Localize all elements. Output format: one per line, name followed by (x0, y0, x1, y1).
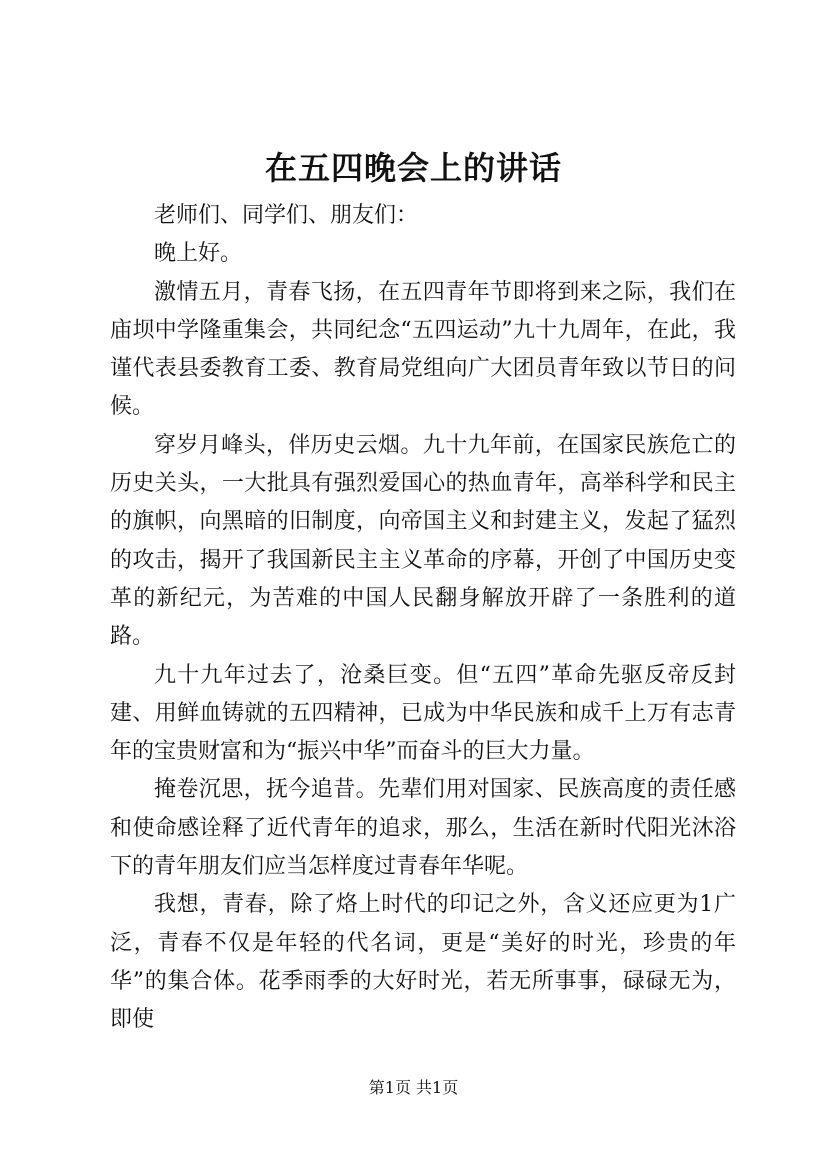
paragraph: 激情五月，青春飞扬，在五四青年节即将到来之际，我们在庙坝中学隆重集会，共同纪念“五四运动”九十九周年，在此，我谨代表县委教育工委、教育局党组向广大团员青年致以节日的问候。 (110, 279, 736, 420)
greeting: 晚上好。 (154, 241, 243, 267)
salutation: 老师们、同学们、朋友们： (154, 203, 419, 228)
paragraph: 九十九年过去了，沧桑巨变。但“五四”革命先驱反帝反封建、用鲜血铸就的五四精神，已成为中华民族和成千上万有志青年的宝贵财富和为“振兴中华”而奋斗的巨大力量。 (110, 662, 736, 765)
paragraph: 我想，青春，除了烙上时代的印记之外，含义还应更为1广泛，青春不仅是年轻的代名词，更是“美好的时光，珍贵的年华”的集合体。花季雨季的大好时光，若无所事事，碌碌无为，即使 (110, 892, 736, 1033)
paragraph: 穿岁月峰头，伴历史云烟。九十九年前，在国家民族危亡的历史关头，一大批具有强烈爱国心的热血青年，高举科学和民主的旗帜，向黑暗的旧制度，向帝国主义和封建主义，发起了猛烈的攻击，揭开了我国新民主主义革命的序幕，开创了中国历史变革的新纪元，为苦难的中国人民翻身解放开辟了一条胜利的道路。 (110, 432, 736, 650)
document-title: 在五四晚会上的讲话 (264, 149, 562, 187)
document-body (110, 197, 736, 1040)
paragraph: 掩卷沉思，抚今追昔。先辈们用对国家、民族高度的责任感和使命感诠释了近代青年的追求，那么，生活在新时代阳光沐浴下的青年朋友们应当怎样度过青春年华呢。 (110, 777, 736, 880)
page-footer: 第1页 共1页 (368, 1078, 459, 1097)
